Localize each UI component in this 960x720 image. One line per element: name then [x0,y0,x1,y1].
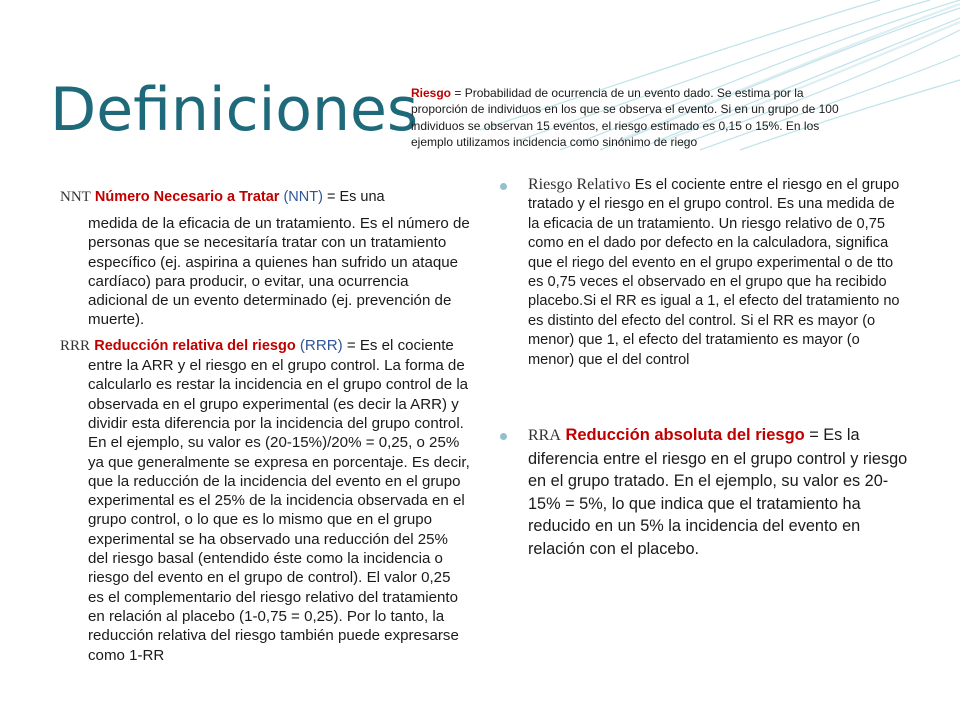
rrr-definition [60,336,470,665]
rra-abbr: RRA [528,427,561,445]
rr-bullet-item [500,175,910,370]
rra-text: = Es la diferencia entre el riesgo en el grupo control y riesgo en el grupo tratado. En el ejemplo, su valor es 20-15% = 5%, lo que indica que el tratamiento ha reducido en un 5% la incidencia del evento en relación con el placebo. [528,426,908,559]
nnt-abbr: NNT [60,189,91,205]
rrr-abbr: RRR [60,337,91,354]
riesgo-text: = Probabilidad de ocurrencia de un evento dado. Se estima por la proporción de individuos en los que se observa el evento. Si en un grupo de 100 individuos se observan 15 eventos, el riesgo estimado es 0,15 o 15%. En los ejemplo utilizamos incidencia como sinónimo de riego [411,86,839,149]
nnt-definition: medida de la eficacia de un tratamiento. Es el número de personas que se necesitaría tratar con un tratamiento específico (ej. aspirina a quienes han sufrido un ataque cardíaco) para producir, o evitar, una ocurrencia adicional de un evento determinado (ej. prevención de muerte). [88,215,470,329]
rrr-term: Reducción relativa del riesgo [94,337,296,354]
nnt-lead: = Es una [322,189,385,205]
riesgo-term: Riesgo [411,86,452,100]
rra-bullet-item [500,424,910,561]
rr-abbr: Riesgo Relativo [528,176,631,193]
bullet-icon [500,183,507,190]
rrr-abbr-paren: (RRR) [299,336,343,354]
bullet-icon [500,433,507,440]
right-column [500,175,910,561]
rr-text: Es el cociente entre el riesgo en el grupo tratado y el riesgo en el grupo control. Es una medida de la eficacia de un tratamiento. Un riesgo relativo de 0,75 como en el dado por defecto en la calculadora, significa que el riego del evento en el grupo experimental o de tto es 0,75 veces el observado en el grupo que ha recibido placebo.Si el RR es igual a 1, el efecto del tratamiento no es distinto del efecto del control. Si el RR es mayor (o menor) que 1, el efecto del tratamiento es mayor (o menor) que el del control [528,177,900,368]
nnt-term: Número Necesario a Tratar [94,189,280,205]
slide-title: Definiciones [50,75,419,145]
left-column [60,186,470,665]
nnt-heading [60,186,470,208]
rrr-text: = Es el cociente entre la ARR y el riesgo en el grupo control. La forma de calcularlo es restar la incidencia en el grupo control de la observada en el grupo experimental (es decir la ARR) y dividir esta diferencia por la incidencia del grupo control. En el ejemplo, su valor es (20-15%)/20% = 0,25, o 25% ya que generalmente se expresa en porcentaje. Es decir, que la reducción de la incidencia del evento en el grupo experimental es el 25% de la incidencia observada en el grupo control, o lo que es lo mismo que en el grupo experimental se ha observado una reducción del 25% del riesgo basal (entendido éste como la incidencia o riesgo del evento en el grupo de control). El valor 0,25 es el complementario del riesgo relativo del tratamiento en relación al placebo (1-0,75 = 0,25). Por lo tanto, la reducción relativa del riesgo también puede expresarse como 1-RR [88,336,470,664]
nnt-abbr-paren: (NNT) [283,189,323,205]
riesgo-definition [411,85,841,150]
rra-term: Reducción absoluta del riesgo [565,426,805,445]
